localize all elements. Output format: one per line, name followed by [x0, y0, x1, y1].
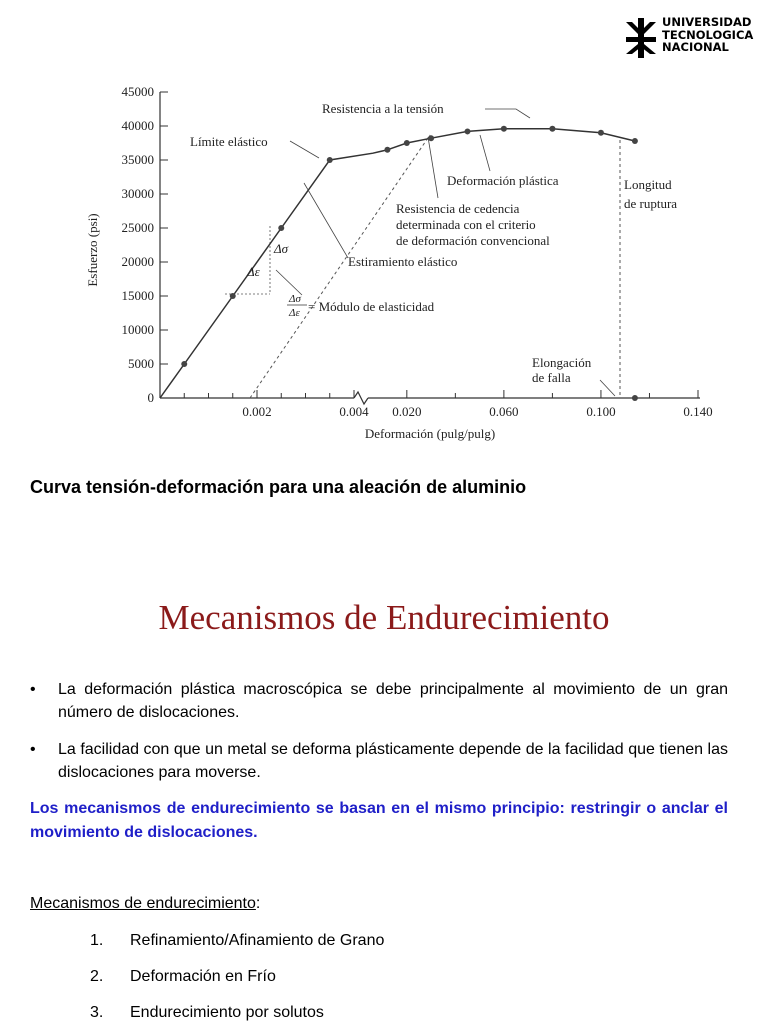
list-item [90, 932, 384, 950]
y-tick-label: 20000 [121, 254, 154, 269]
page-title: Mecanismos de Endurecimiento [158, 598, 610, 637]
x-tick-label: 0.100 [586, 404, 616, 419]
list-item-number: 1. [90, 932, 104, 949]
y-tick-label: 35000 [121, 152, 154, 167]
leader-modulus [276, 270, 302, 295]
data-point [632, 138, 638, 144]
data-point [181, 361, 187, 367]
bullet-text: La facilidad con que un metal se deforma plásticamente depende de la facilidad que tienen las dislocaciones para moverse. [58, 741, 728, 781]
data-point [404, 140, 410, 146]
label-rupture-1: Longitud [624, 177, 672, 192]
label-elastic-limit: Límite elástico [190, 134, 268, 149]
y-tick-label: 5000 [128, 356, 154, 371]
x-axis-label: Deformación (pulg/pulg) [364, 426, 496, 441]
label-rupture-2: de ruptura [624, 196, 678, 211]
x-tick-label: 0.140 [683, 404, 713, 419]
label-failure-1: Elongación [532, 355, 592, 370]
leader-yield [428, 137, 438, 198]
x-ticks [184, 390, 712, 419]
leader-elastic-stretch [304, 183, 348, 258]
stress-strain-chart [80, 80, 720, 450]
y-tick-label: 10000 [121, 322, 154, 337]
y-tick-label: 30000 [121, 186, 154, 201]
y-ticks [122, 84, 169, 405]
data-point [230, 293, 236, 299]
data-point [464, 128, 470, 134]
list-item-label: Deformación en Frío [130, 968, 276, 985]
bullet-text: La deformación plástica macroscópica se debe principalmente al movimiento de un gran número de dislocaciones. [58, 681, 728, 721]
logo-line: TECNOLOGICA [662, 27, 754, 42]
x-tick-label: 0.004 [339, 404, 369, 419]
logo-line: UNIVERSIDAD [662, 15, 752, 29]
label-modulus-num: Δσ [289, 293, 301, 305]
x-axis-break [354, 392, 368, 404]
y-tick-label: 40000 [121, 118, 154, 133]
logo-line: NACIONAL [662, 40, 729, 54]
bullet-item [30, 678, 728, 724]
label-yield-3: de deformación convencional [396, 233, 550, 248]
list-item [90, 968, 276, 986]
label-yield-1: Resistencia de cedencia [396, 201, 520, 216]
figure-caption: Curva tensión-deformación para una aleación de aluminio [30, 477, 527, 497]
list-item [90, 1004, 324, 1022]
label-delta-epsilon: Δε [247, 264, 260, 279]
failure-point [632, 395, 638, 401]
bullet-item [30, 738, 728, 784]
y-tick-label: 15000 [121, 288, 154, 303]
mechanisms-heading [30, 895, 260, 913]
leader-elastic-limit [290, 141, 319, 158]
list-item-number: 3. [90, 1004, 104, 1021]
label-yield-2: determinada con el criterio [396, 217, 536, 232]
utn-emblem-icon [624, 18, 658, 58]
logo-text [662, 16, 753, 54]
data-point [501, 126, 507, 132]
data-point [428, 135, 434, 141]
leader-plastic [480, 135, 490, 171]
list-item-label: Refinamiento/Afinamiento de Grano [130, 932, 385, 949]
label-modulus: = Módulo de elasticidad [308, 299, 435, 314]
label-failure-2: de falla [532, 370, 571, 385]
label-elastic-stretch: Estiramiento elástico [348, 254, 458, 269]
emphasis-paragraph: Los mecanismos de endurecimiento se basan en el mismo principio: restringir o anclar el movimiento de dislocaciones. [30, 800, 728, 841]
bullet-dot-icon: • [30, 741, 36, 758]
data-point [278, 225, 284, 231]
university-logo [624, 16, 764, 62]
data-point [384, 147, 390, 153]
x-tick-label: 0.002 [242, 404, 272, 419]
data-point [598, 130, 604, 136]
label-delta-sigma: Δσ [274, 241, 289, 256]
leader-failure [600, 380, 615, 396]
list-item-number: 2. [90, 968, 104, 985]
mechanisms-heading-colon: : [255, 895, 261, 912]
data-point [549, 126, 555, 132]
y-tick-label: 45000 [121, 84, 154, 99]
x-tick-label: 0.060 [489, 404, 519, 419]
leader-tensile [485, 109, 530, 118]
y-tick-label: 0 [147, 390, 154, 405]
y-tick-label: 25000 [121, 220, 154, 235]
label-modulus-den: Δε [289, 307, 300, 319]
data-point [327, 157, 333, 163]
bullet-dot-icon: • [30, 681, 36, 698]
y-axis-label: Esfuerzo (psi) [85, 213, 100, 287]
x-tick-label: 0.020 [392, 404, 422, 419]
label-plastic-deformation: Deformación plástica [447, 173, 559, 188]
list-item-label: Endurecimiento por solutos [130, 1004, 324, 1021]
label-tensile-strength: Resistencia a la tensión [322, 101, 444, 116]
mechanisms-heading-text: Mecanismos de endurecimiento [30, 895, 256, 912]
